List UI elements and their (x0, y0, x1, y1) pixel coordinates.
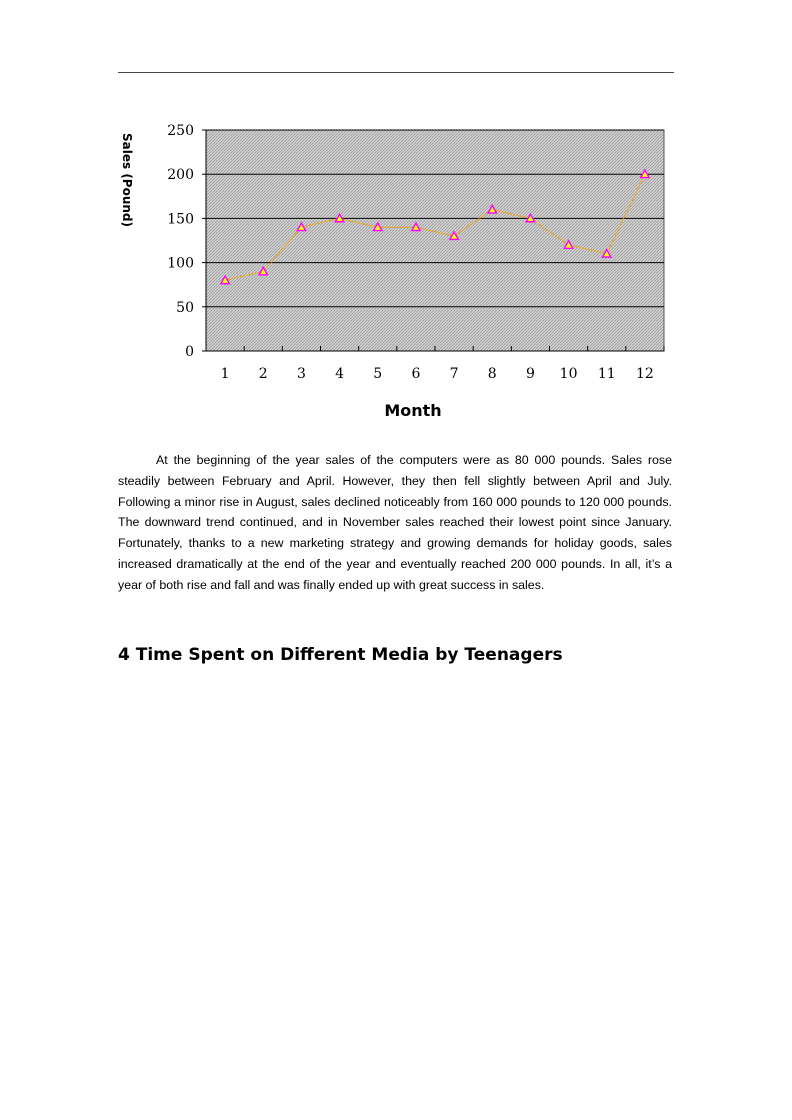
y-tick-label: 200 (167, 167, 194, 184)
x-tick-label: 11 (597, 366, 616, 382)
x-tick-label: 1 (220, 366, 230, 382)
x-tick-label: 2 (258, 366, 268, 382)
y-tick-label: 150 (167, 211, 194, 228)
x-tick-label: 8 (487, 366, 497, 382)
y-axis-ticks (167, 123, 206, 360)
sales-line-chart (110, 118, 680, 428)
y-tick-label: 250 (167, 123, 194, 139)
header-rule (118, 72, 674, 73)
x-tick-label: 9 (525, 366, 535, 382)
x-tick-label: 5 (373, 366, 383, 382)
y-tick-label: 0 (185, 344, 194, 360)
y-tick-label: 100 (167, 255, 194, 272)
x-axis-label: Month (384, 401, 442, 420)
x-tick-label: 3 (296, 366, 306, 382)
x-tick-label: 12 (636, 366, 654, 382)
plot-area (206, 130, 664, 351)
x-tick-label: 10 (559, 366, 578, 382)
body-paragraph: At the beginning of the year sales of the computers were as 80 000 pounds. Sales rose steadily between February and April. However, they then fell slightly between April and July. Following a minor rise in August, sales declined noticeably from 160 000 pounds to 120 000 pounds. The downward trend continued, and in November sales reached their lowest point since January. Fortunately, thanks to a new marketing strategy and growing demands for holiday goods, sales increased dramatically at the end of the year and eventually reached 200 000 pounds. In all, it’s a year of both rise and fall and was finally ended up with great success in sales. (118, 453, 672, 592)
x-tick-label: 7 (449, 366, 459, 382)
y-tick-label: 50 (176, 299, 194, 316)
y-axis-label: Sales (Pound) (120, 133, 134, 227)
x-tick-label: 6 (411, 366, 421, 382)
x-tick-label: 4 (335, 366, 345, 382)
section-heading: 4 Time Spent on Different Media by Teenagers (118, 645, 563, 665)
